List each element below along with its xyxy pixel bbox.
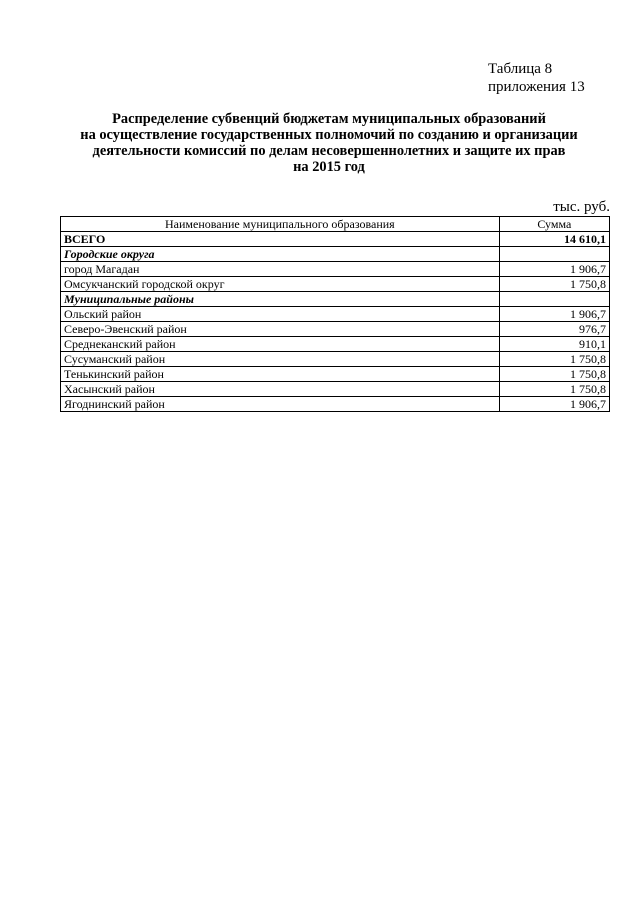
group-label: Городские округа [61, 247, 500, 262]
total-row [61, 232, 610, 247]
row-sum: 1 750,8 [499, 367, 609, 382]
appendix-number: приложения 13 [488, 79, 585, 95]
table-row [61, 337, 610, 352]
units-label: тыс. руб. [553, 199, 610, 215]
group-sum-empty [499, 292, 609, 307]
row-sum: 1 750,8 [499, 352, 609, 367]
row-sum: 1 906,7 [499, 397, 609, 412]
row-name: Ягоднинский район [61, 397, 500, 412]
title-line-2: на осуществление государственных полномочий по созданию и организации [80, 127, 578, 143]
row-sum: 1 906,7 [499, 307, 609, 322]
row-name: Ольский район [61, 307, 500, 322]
row-name: Сусуманский район [61, 352, 500, 367]
row-name: Омсукчанский городской округ [61, 277, 500, 292]
table-header-row [61, 217, 610, 232]
table-row [61, 322, 610, 337]
row-name: Среднеканский район [61, 337, 500, 352]
title-line-3: деятельности комиссий по делам несовершеннолетних и защите их прав [92, 143, 566, 159]
column-header-name: Наименование муниципального образования [61, 217, 500, 232]
table-row [61, 262, 610, 277]
total-sum: 14 610,1 [499, 232, 609, 247]
total-label: ВСЕГО [61, 232, 500, 247]
row-sum: 1 750,8 [499, 382, 609, 397]
group-sum-empty [499, 247, 609, 262]
row-sum: 1 906,7 [499, 262, 609, 277]
table-row [61, 382, 610, 397]
table-number: Таблица 8 [488, 61, 553, 77]
table-row [61, 277, 610, 292]
subvention-table [60, 216, 610, 412]
table-row [61, 307, 610, 322]
table-row [61, 367, 610, 382]
group-header-row [61, 247, 610, 262]
row-name: Хасынский район [61, 382, 500, 397]
table-reference [488, 60, 585, 96]
row-sum: 910,1 [499, 337, 609, 352]
group-header-row [61, 292, 610, 307]
row-name: Северо-Эвенский район [61, 322, 500, 337]
title-line-1: Распределение субвенций бюджетам муниципальных образований [112, 111, 546, 127]
column-header-sum: Сумма [499, 217, 609, 232]
row-sum: 976,7 [499, 322, 609, 337]
table-row [61, 397, 610, 412]
row-name: Тенькинский район [61, 367, 500, 382]
document-title [40, 111, 618, 175]
group-label: Муниципальные районы [61, 292, 500, 307]
table-row [61, 352, 610, 367]
row-sum: 1 750,8 [499, 277, 609, 292]
row-name: город Магадан [61, 262, 500, 277]
title-line-4: на 2015 год [293, 159, 365, 175]
